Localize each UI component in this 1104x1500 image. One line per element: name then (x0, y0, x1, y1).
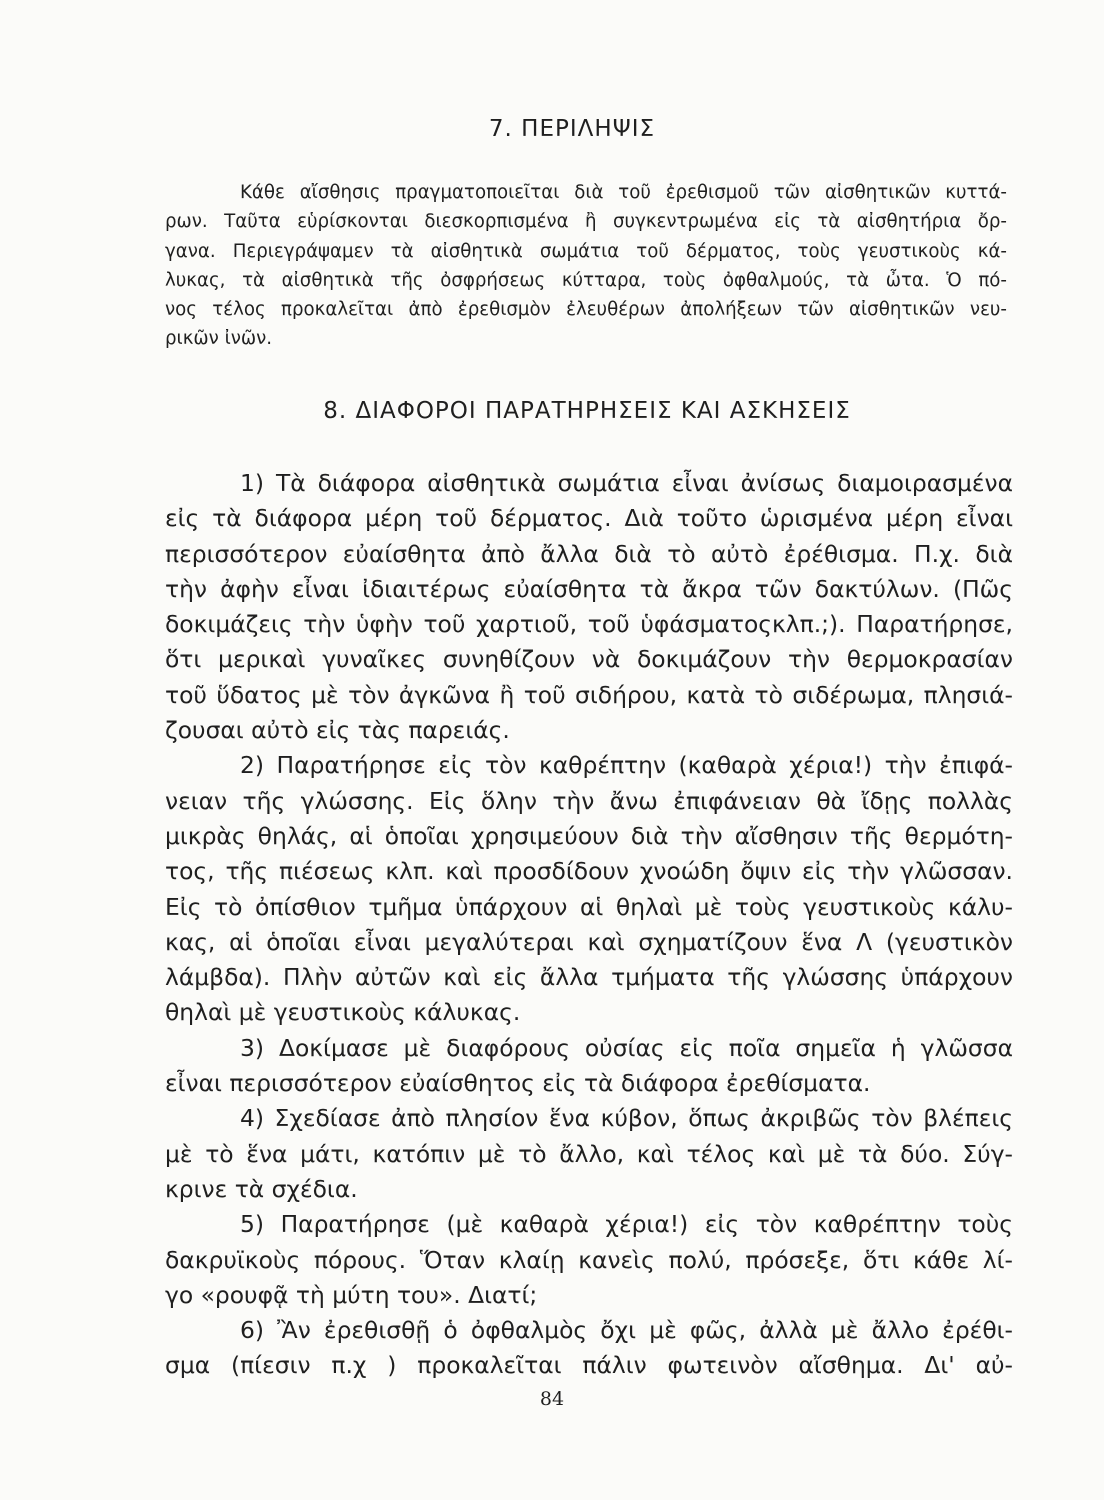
text-line: λυκας, τὰ αἰσθητικὰ τῆς ὀσφρήσεως κύτταρα, τοὺς ὀφθαλμούς, τὰ ὦτα. Ὁ πό- (165, 269, 1007, 291)
text-line: 5) Παρατήρησε (μὲ καθαρὰ χέρια!) εἰς τὸν καθρέπτην τοὺς (240, 1210, 1013, 1239)
text-line: δοκιμάζεις τὴν ὑφὴν τοῦ χαρτιοῦ, τοῦ ὑφάσματοςκλπ.;). Παρατήρησε, (165, 610, 1013, 639)
page-number: 84 (539, 1388, 565, 1410)
text-line: 6) Ἂν ἐρεθισθῇ ὁ ὀφθαλμὸς ὄχι μὲ φῶς, ἀλλὰ μὲ ἄλλο ἐρέθι- (240, 1316, 1013, 1345)
text-line: Κάθε αἴσθησις πραγματοποιεῖται διὰ τοῦ ἐρεθισμοῦ τῶν αἰσθητικῶν κυττά- (240, 182, 1007, 203)
text-line: μὲ τὸ ἕνα μάτι, κατόπιν μὲ τὸ ἄλλο, καὶ τέλος καὶ μὲ τὰ δύο. Σύγ- (165, 1139, 1013, 1168)
text-line: μικρὰς θηλάς, αἱ ὁποῖαι χρησιμεύουν διὰ τὴν αἴσθησιν τῆς θερμότη- (165, 821, 1013, 850)
text-line: 3) Δοκίμασε μὲ διαφόρους οὐσίας εἰς ποῖα σημεῖα ἡ γλῶσσα (240, 1033, 1013, 1062)
section-7-title: 7. ΠΕΡΙΛΗΨΙΣ (488, 116, 656, 142)
text-line: τὴν ἀφὴν εἶναι ἰδιαιτέρως εὐαίσθητα τὰ ἄκρα τῶν δακτύλων. (Πῶς (165, 574, 1013, 603)
summary-paragraph (165, 178, 1007, 354)
text-line: 1) Τὰ διάφορα αἰσθητικὰ σωμάτια εἶναι ἀνίσως διαμοιρασμένα (240, 469, 1013, 497)
text-line: θηλαὶ μὲ γευστικοὺς κάλυκας. (165, 998, 521, 1027)
text-line: γο «ρουφᾷ τὴ μύτη του». Διατί; (165, 1280, 538, 1309)
text-line: τος, τῆς πιέσεως κλπ. καὶ προσδίδουν χνοώδη ὄψιν εἰς τὴν γλῶσσαν. (165, 857, 1013, 886)
text-line: νειαν τῆς γλώσσης. Εἰς ὅλην τὴν ἄνω ἐπιφάνειαν θὰ ἴδῃς πολλὰς (165, 786, 1013, 815)
text-line: 2) Παρατήρησε εἰς τὸν καθρέπτην (καθαρὰ χέρια!) τὴν ἐπιφά- (240, 751, 1013, 780)
text-line: Εἰς τὸ ὀπίσθιον τμῆμα ὑπάρχουν αἱ θηλαὶ μὲ τοὺς γευστικοὺς κάλυ- (165, 892, 1013, 921)
text-line: λάμβδα). Πλὴν αὐτῶν καὶ εἰς ἄλλα τμήματα τῆς γλώσσης ὑπάρχουν (165, 963, 1013, 992)
text-line: εἰς τὰ διάφορα μέρη τοῦ δέρματος. Διὰ τοῦτο ὡρισμένα μέρη εἶναι (165, 504, 1013, 533)
text-line: κρινε τὰ σχέδια. (165, 1174, 358, 1203)
text-line: περισσότερον εὐαίσθητα ἀπὸ ἄλλα διὰ τὸ αὐτὸ ἐρέθισμα. Π.χ. διὰ (165, 539, 1013, 568)
text-line: κας, αἱ ὁποῖαι εἶναι μεγαλύτεραι καὶ σχηματίζουν ἕνα Λ (γευστικὸν (165, 927, 1013, 956)
text-line: γανα. Περιεγράψαμεν τὰ αἰσθητικὰ σωμάτια τοῦ δέρματος, τοὺς γευστικοὺς κά- (165, 240, 1007, 262)
section-8-title: 8. ΔΙΑΦΟΡΟΙ ΠΑΡΑΤΗΡΗΣΕΙΣ ΚΑΙ ΑΣΚΗΣΕΙΣ (323, 398, 851, 424)
text-line: δακρυϊκοὺς πόρους. Ὅταν κλαίῃ κανεὶς πολύ, πρόσεξε, ὅτι κάθε λί- (165, 1245, 1013, 1274)
text-line: ρικῶν ἰνῶν. (165, 328, 273, 350)
text-line: ρων. Ταῦτα εὑρίσκονται διεσκορπισμένα ἢ συγκεντρωμένα εἰς τὰ αἰσθητήρια ὄρ- (165, 211, 1007, 233)
text-line: εἶναι περισσότερον εὐαίσθητος εἰς τὰ διάφορα ἐρεθίσματα. (165, 1069, 871, 1098)
text-line: ὅτι μερικαὶ γυναῖκες συνηθίζουν νὰ δοκιμάζουν τὴν θερμοκρασίαν (165, 645, 1013, 674)
exercises-body (165, 466, 1013, 1384)
text-line: τοῦ ὕδατος μὲ τὸν ἀγκῶνα ἢ τοῦ σιδήρου, κατὰ τὸ σιδέρωμα, πλησιά- (165, 680, 1013, 709)
text-line: ζουσαι αὐτὸ εἰς τὰς παρειάς. (165, 716, 510, 745)
text-line: νος τέλος προκαλεῖται ἀπὸ ἐρεθισμὸν ἐλευθέρων ἀπολήξεων τῶν αἰσθητικῶν νευ- (165, 299, 1007, 321)
text-line: σμα (πίεσιν π.χ ) προκαλεῖται πάλιν φωτεινὸν αἴσθημα. Δι' αὐ- (165, 1351, 1013, 1380)
text-line: 4) Σχεδίασε ἀπὸ πλησίον ἕνα κύβον, ὅπως ἀκριβῶς τὸν βλέπεις (240, 1104, 1013, 1133)
